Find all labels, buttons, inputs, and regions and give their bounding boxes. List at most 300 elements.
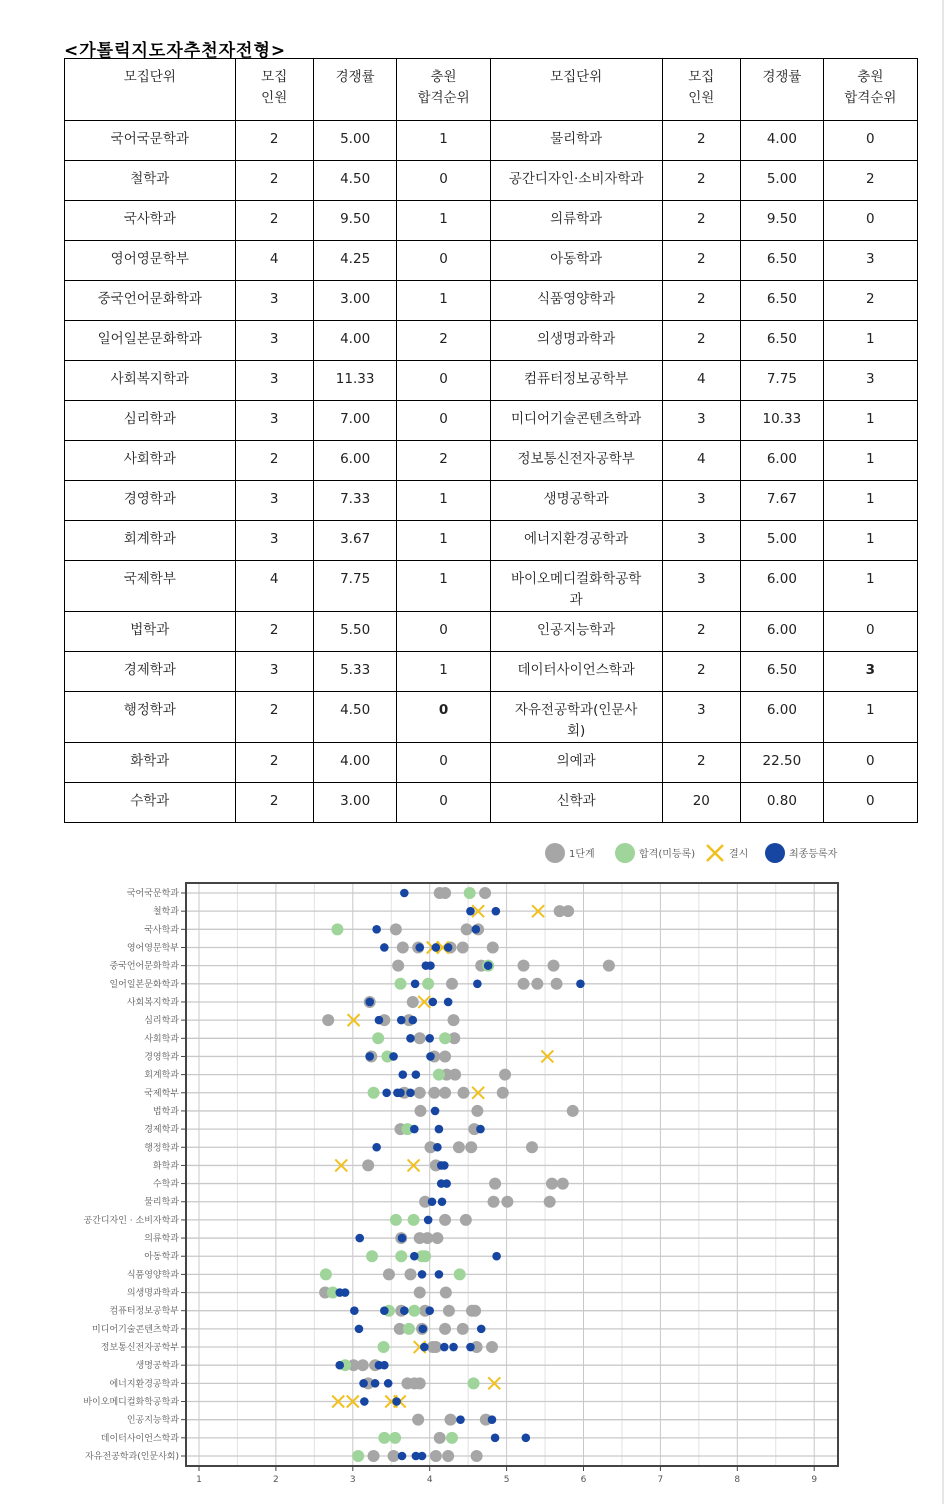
competition-rate-cell: 5.33 <box>313 652 397 692</box>
competition-rate-cell: 3.67 <box>313 521 397 561</box>
competition-rate-cell: 4.00 <box>741 121 824 161</box>
table-row <box>65 321 918 361</box>
table-row <box>65 692 918 743</box>
quota-cell: 2 <box>662 201 741 241</box>
stage1-point <box>414 1032 426 1044</box>
quota-cell: 3 <box>662 692 741 743</box>
waitlist-rank-cell: 0 <box>397 241 490 281</box>
enrolled-point <box>415 943 424 952</box>
y-tick-label: 국사학과 <box>144 925 179 936</box>
stage1-point <box>414 1287 426 1299</box>
admitted-point <box>366 1250 378 1262</box>
admitted-point <box>395 1250 407 1262</box>
unit-name-cell: 국어국문학과 <box>65 121 236 161</box>
y-tick-label: 의류학과 <box>144 1234 179 1245</box>
enrolled-point <box>428 1197 437 1206</box>
table-row <box>65 241 918 281</box>
stage1-point <box>499 1069 511 1081</box>
y-tick-label: 에너지환경공학과 <box>109 1379 179 1390</box>
quota-cell: 3 <box>662 521 741 561</box>
stage1-point <box>526 1141 538 1153</box>
competition-rate-cell: 7.33 <box>313 481 397 521</box>
stage1-point <box>407 996 419 1008</box>
competition-rate-cell: 6.50 <box>741 321 824 361</box>
stage1-point <box>457 941 469 953</box>
y-tick-label: 바이오메디컬화학공학과 <box>83 1397 179 1408</box>
admitted-point <box>378 1341 390 1353</box>
competition-rate-cell: 4.50 <box>313 692 397 743</box>
quota-cell: 2 <box>662 612 741 652</box>
waitlist-rank-cell: 0 <box>397 612 490 652</box>
competition-rate-cell: 6.50 <box>741 652 824 692</box>
stage1-point <box>562 905 574 917</box>
unit-name-cell: 식품영양학과 <box>490 281 662 321</box>
enrolled-point <box>466 907 475 916</box>
unit-name-cell: 공간디자인·소비자학과 <box>490 161 662 201</box>
enrolled-point <box>456 1415 465 1424</box>
quota-cell: 2 <box>662 161 741 201</box>
quota-cell: 3 <box>662 401 741 441</box>
competition-rate-cell: 6.00 <box>741 692 824 743</box>
unit-name-cell: 행정학과 <box>65 692 236 743</box>
quota-cell: 3 <box>662 561 741 612</box>
competition-rate-cell: 6.00 <box>313 441 397 481</box>
y-tick-label: 사회복지학과 <box>126 997 179 1008</box>
enrolled-point <box>428 998 437 1007</box>
quota-cell: 3 <box>662 481 741 521</box>
y-tick-label: 행정학과 <box>144 1143 179 1154</box>
enrolled-point <box>426 961 435 970</box>
enrolled-point <box>410 1252 419 1261</box>
unit-name-cell: 사회학과 <box>65 441 236 481</box>
enrolled-point <box>488 1415 497 1424</box>
waitlist-rank-cell: 0 <box>397 401 490 441</box>
stage1-point <box>501 1196 513 1208</box>
stage1-point <box>428 1087 440 1099</box>
quota-cell: 3 <box>235 652 313 692</box>
competition-rate-cell: 6.00 <box>741 441 824 481</box>
waitlist-rank-cell: 0 <box>397 692 490 743</box>
y-tick-label: 생명공학과 <box>135 1361 179 1372</box>
x-tick-label: 7 <box>657 1475 664 1485</box>
stage1-point <box>458 1087 470 1099</box>
competition-rate-cell: 11.33 <box>313 361 397 401</box>
quota-cell: 3 <box>235 401 313 441</box>
stage1-point <box>383 1268 395 1280</box>
unit-name-cell: 회계학과 <box>65 521 236 561</box>
unit-name-cell: 의예과 <box>490 743 662 783</box>
stage1-point <box>567 1105 579 1117</box>
waitlist-rank-cell: 1 <box>397 521 490 561</box>
stage1-point <box>453 1141 465 1153</box>
waitlist-rank-cell: 0 <box>823 783 917 823</box>
quota-cell: 2 <box>662 743 741 783</box>
enrolled-point <box>473 980 482 989</box>
waitlist-rank-cell: 1 <box>823 692 917 743</box>
enrolled-point <box>484 961 493 970</box>
unit-name-cell: 화학과 <box>65 743 236 783</box>
enrolled-point <box>491 1434 500 1443</box>
y-tick-label: 물리학과 <box>144 1197 179 1208</box>
unit-name-cell: 바이오메디컬화학공학 과 <box>490 561 662 612</box>
stage1-point <box>471 1450 483 1462</box>
waitlist-rank-cell: 3 <box>823 361 917 401</box>
x-tick-label: 5 <box>503 1475 510 1485</box>
y-tick-label: 회계학과 <box>144 1070 179 1081</box>
quota-cell: 4 <box>235 561 313 612</box>
quota-cell: 4 <box>235 241 313 281</box>
competition-rate-cell: 4.50 <box>313 161 397 201</box>
admitted-point <box>403 1323 415 1335</box>
x-tick-label: 6 <box>580 1475 587 1485</box>
legend-label: 1단계 <box>569 849 595 860</box>
quota-cell: 4 <box>662 441 741 481</box>
waitlist-rank-cell: 3 <box>823 652 917 692</box>
competition-rate-cell: 7.75 <box>313 561 397 612</box>
competition-rate-cell: 5.00 <box>313 121 397 161</box>
unit-name-cell: 신학과 <box>490 783 662 823</box>
quota-cell: 2 <box>235 441 313 481</box>
y-tick-label: 철학과 <box>152 907 179 918</box>
stage1-point <box>322 1014 334 1026</box>
y-tick-label: 데이터사이언스학과 <box>100 1433 179 1444</box>
y-tick-label: 영어영문학부 <box>126 943 179 954</box>
enrolled-point <box>444 943 453 952</box>
unit-name-cell: 심리학과 <box>65 401 236 441</box>
waitlist-rank-cell: 1 <box>397 121 490 161</box>
y-tick-label: 심리학과 <box>144 1016 179 1027</box>
enrolled-point <box>359 1379 368 1388</box>
table-row <box>65 652 918 692</box>
enrolled-point <box>440 1343 449 1352</box>
admitted-point <box>408 1214 420 1226</box>
enrolled-point <box>372 1143 381 1152</box>
admitted-point <box>454 1268 466 1280</box>
competition-rate-cell: 6.00 <box>741 612 824 652</box>
y-tick-label: 미디어기술콘텐츠학과 <box>92 1324 179 1335</box>
y-tick-label: 중국언어문화학과 <box>109 961 179 972</box>
y-tick-label: 정보통신전자공학부 <box>100 1343 179 1354</box>
legend-label: 최종등록자 <box>789 849 838 860</box>
waitlist-rank-cell: 1 <box>823 561 917 612</box>
unit-name-cell: 수학과 <box>65 783 236 823</box>
enrolled-point <box>435 1125 444 1134</box>
unit-name-cell: 경제학과 <box>65 652 236 692</box>
enrolled-point <box>372 925 381 934</box>
y-tick-label: 아동학과 <box>144 1252 179 1263</box>
admission-dot-chart <box>60 830 860 1500</box>
enrolled-point <box>398 1452 407 1461</box>
stage1-point <box>414 1377 426 1389</box>
admitted-point <box>372 1032 384 1044</box>
quota-cell: 3 <box>235 521 313 561</box>
admitted-point <box>422 978 434 990</box>
enrolled-point <box>476 1125 485 1134</box>
competition-rate-cell: 22.50 <box>741 743 824 783</box>
stage1-point <box>390 923 402 935</box>
stage1-point <box>603 960 615 972</box>
y-tick-label: 의생명과학과 <box>126 1288 179 1299</box>
stage1-point <box>439 1214 451 1226</box>
enrolled-point <box>392 1397 401 1406</box>
stage1-point <box>430 1450 442 1462</box>
enrolled-point <box>350 1306 359 1315</box>
stage1-point <box>557 1178 569 1190</box>
waitlist-rank-cell: 0 <box>823 743 917 783</box>
stage1-point <box>469 1305 481 1317</box>
stage1-point <box>487 941 499 953</box>
enrolled-point <box>380 943 389 952</box>
waitlist-rank-cell: 2 <box>823 281 917 321</box>
stage1-point <box>531 978 543 990</box>
stage1-point <box>434 1432 446 1444</box>
y-tick-label: 사회학과 <box>144 1034 179 1045</box>
unit-name-cell: 정보통신전자공학부 <box>490 441 662 481</box>
waitlist-rank-cell: 0 <box>397 161 490 201</box>
competition-rate-cell: 4.00 <box>313 321 397 361</box>
enrolled-point <box>522 1434 531 1443</box>
quota-cell: 2 <box>235 121 313 161</box>
admitted-point <box>446 1432 458 1444</box>
waitlist-rank-cell: 1 <box>823 481 917 521</box>
column-header: 모집 인원 <box>662 59 741 121</box>
admitted-point <box>331 923 343 935</box>
x-tick-label: 9 <box>811 1475 818 1485</box>
page-title: <가톨릭지도자추천자전형> <box>64 41 287 61</box>
waitlist-rank-cell: 1 <box>823 521 917 561</box>
column-header: 충원 합격순위 <box>397 59 490 121</box>
waitlist-rank-cell: 0 <box>823 121 917 161</box>
enrolled-point <box>420 1343 429 1352</box>
competition-rate-cell: 6.50 <box>741 281 824 321</box>
quota-cell: 2 <box>662 321 741 361</box>
unit-name-cell: 철학과 <box>65 161 236 201</box>
stage1-point <box>414 1105 426 1117</box>
quota-cell: 4 <box>662 361 741 401</box>
unit-name-cell: 데이터사이언스학과 <box>490 652 662 692</box>
table-row <box>65 441 918 481</box>
enrolled-point <box>396 1088 405 1097</box>
admitted-point <box>320 1268 332 1280</box>
stage1-point <box>442 1450 454 1462</box>
column-header: 경쟁률 <box>741 59 824 121</box>
waitlist-rank-cell: 1 <box>397 561 490 612</box>
waitlist-rank-cell: 1 <box>823 441 917 481</box>
quota-cell: 3 <box>235 481 313 521</box>
legend-label: 결시 <box>729 849 749 860</box>
admitted-point <box>439 1032 451 1044</box>
stage1-point <box>518 978 530 990</box>
admitted-point <box>390 1214 402 1226</box>
quota-cell: 3 <box>235 361 313 401</box>
unit-name-cell: 경영학과 <box>65 481 236 521</box>
competition-rate-cell: 5.50 <box>313 612 397 652</box>
plot-frame <box>186 883 838 1466</box>
enrolled-point <box>406 1088 415 1097</box>
table-row <box>65 743 918 783</box>
table-header-row <box>65 59 918 121</box>
admitted-point <box>408 1305 420 1317</box>
enrolled-point <box>360 1397 369 1406</box>
quota-cell: 2 <box>235 692 313 743</box>
y-tick-label: 경제학과 <box>144 1125 179 1136</box>
unit-name-cell: 의류학과 <box>490 201 662 241</box>
competition-rate-cell: 4.25 <box>313 241 397 281</box>
enrolled-point <box>398 1070 407 1079</box>
y-tick-label: 화학과 <box>152 1161 179 1172</box>
stage1-point <box>392 960 404 972</box>
table-row <box>65 612 918 652</box>
stage1-point <box>497 1087 509 1099</box>
quota-cell: 2 <box>235 612 313 652</box>
enrolled-point <box>355 1234 364 1243</box>
stage1-point <box>546 1178 558 1190</box>
enrolled-point <box>389 1052 398 1061</box>
enrolled-point <box>440 1161 449 1170</box>
stage1-point <box>431 1232 443 1244</box>
enrolled-point <box>341 1288 350 1297</box>
competition-rate-cell: 9.50 <box>741 201 824 241</box>
unit-name-cell: 물리학과 <box>490 121 662 161</box>
stage1-point <box>544 1196 556 1208</box>
y-tick-label: 국어국문학과 <box>126 889 179 899</box>
competition-rate-cell: 7.67 <box>741 481 824 521</box>
enrolled-point <box>418 1325 427 1334</box>
stage1-point <box>439 887 451 899</box>
competition-rate-cell: 6.50 <box>741 241 824 281</box>
table-row <box>65 281 918 321</box>
stage1-point <box>465 1141 477 1153</box>
stage1-point <box>439 1087 451 1099</box>
table-row <box>65 521 918 561</box>
enrolled-point <box>408 1016 417 1025</box>
enrolled-point <box>438 1197 447 1206</box>
stage1-point <box>397 941 409 953</box>
stage1-point <box>446 978 458 990</box>
competition-rate-cell: 10.33 <box>741 401 824 441</box>
y-tick-label: 공간디자인 · 소비자학과 <box>83 1215 179 1226</box>
enrolled-point <box>406 1034 415 1043</box>
unit-name-cell: 사회복지학과 <box>65 361 236 401</box>
waitlist-rank-cell: 1 <box>823 401 917 441</box>
enrolled-point <box>398 1234 407 1243</box>
stage1-point <box>471 1105 483 1117</box>
enrolled-point <box>492 907 501 916</box>
stage1-point <box>368 1450 380 1462</box>
enrolled-point <box>433 1143 442 1152</box>
waitlist-rank-cell: 0 <box>823 612 917 652</box>
stage1-point <box>404 1268 416 1280</box>
unit-name-cell: 의생명과학과 <box>490 321 662 361</box>
enrolled-point <box>365 1052 374 1061</box>
stage1-point <box>412 1414 424 1426</box>
quota-cell: 2 <box>662 121 741 161</box>
x-tick-label: 3 <box>349 1475 356 1485</box>
enrolled-point <box>410 1125 419 1134</box>
legend-stage1-marker <box>545 843 565 863</box>
y-tick-label: 일어일본문화학과 <box>109 979 179 990</box>
stage1-point <box>440 1287 452 1299</box>
competition-rate-cell: 6.00 <box>741 561 824 612</box>
y-tick-label: 컴퓨터정보공학부 <box>109 1306 179 1317</box>
unit-name-cell: 아동학과 <box>490 241 662 281</box>
enrolled-point <box>375 1016 384 1025</box>
legend-enrolled-marker <box>765 843 785 863</box>
stage1-point <box>479 887 491 899</box>
quota-cell: 2 <box>662 652 741 692</box>
enrolled-point <box>466 1343 475 1352</box>
stage1-point <box>414 1087 426 1099</box>
stage1-point <box>439 1050 451 1062</box>
enrolled-point <box>426 1052 435 1061</box>
quota-cell: 2 <box>235 783 313 823</box>
enrolled-point <box>431 1107 440 1116</box>
enrolled-point <box>472 925 481 934</box>
competition-rate-cell: 7.75 <box>741 361 824 401</box>
y-tick-label: 식품영양학과 <box>126 1270 179 1281</box>
enrolled-point <box>432 943 441 952</box>
enrolled-point <box>384 1379 393 1388</box>
unit-name-cell: 일어일본문화학과 <box>65 321 236 361</box>
waitlist-rank-cell: 2 <box>823 161 917 201</box>
competition-rate-cell: 3.00 <box>313 281 397 321</box>
admitted-point <box>394 978 406 990</box>
enrolled-point <box>411 980 420 989</box>
waitlist-rank-cell: 3 <box>823 241 917 281</box>
enrolled-point <box>477 1325 486 1334</box>
admitted-point <box>389 1432 401 1444</box>
quota-cell: 2 <box>662 281 741 321</box>
quota-cell: 2 <box>235 161 313 201</box>
enrolled-point <box>412 1070 421 1079</box>
table-row <box>65 481 918 521</box>
stage1-point <box>449 1069 461 1081</box>
waitlist-rank-cell: 2 <box>397 441 490 481</box>
stage1-point <box>357 1359 369 1371</box>
enrolled-point <box>365 998 374 1007</box>
enrolled-point <box>492 1252 501 1261</box>
competition-rate-cell: 0.80 <box>741 783 824 823</box>
y-tick-label: 법학과 <box>152 1106 179 1117</box>
unit-name-cell: 자유전공학과(인문사 회) <box>490 692 662 743</box>
x-tick-label: 2 <box>273 1475 279 1485</box>
waitlist-rank-cell: 0 <box>397 783 490 823</box>
unit-name-cell: 컴퓨터정보공학부 <box>490 361 662 401</box>
competition-rate-cell: 5.00 <box>741 521 824 561</box>
quota-cell: 20 <box>662 783 741 823</box>
table-row <box>65 161 918 201</box>
waitlist-rank-cell: 1 <box>397 481 490 521</box>
y-tick-label: 자유전공학과(인문사회) <box>85 1452 179 1462</box>
admitted-point <box>368 1087 380 1099</box>
legend-admitted-marker <box>615 843 635 863</box>
enrolled-point <box>444 998 453 1007</box>
stage1-point <box>461 923 473 935</box>
y-tick-label: 인공지능학과 <box>126 1415 179 1426</box>
waitlist-rank-cell: 0 <box>397 361 490 401</box>
enrolled-point <box>418 1452 427 1461</box>
quota-cell: 3 <box>235 321 313 361</box>
legend-x-marker <box>707 845 723 861</box>
unit-name-cell: 중국언어문화학과 <box>65 281 236 321</box>
column-header: 모집단위 <box>490 59 662 121</box>
stage1-point <box>488 1196 500 1208</box>
stage1-point <box>448 1014 460 1026</box>
unit-name-cell: 국제학부 <box>65 561 236 612</box>
stage1-point <box>551 978 563 990</box>
stage1-point <box>444 1414 456 1426</box>
enrolled-point <box>335 1361 344 1370</box>
